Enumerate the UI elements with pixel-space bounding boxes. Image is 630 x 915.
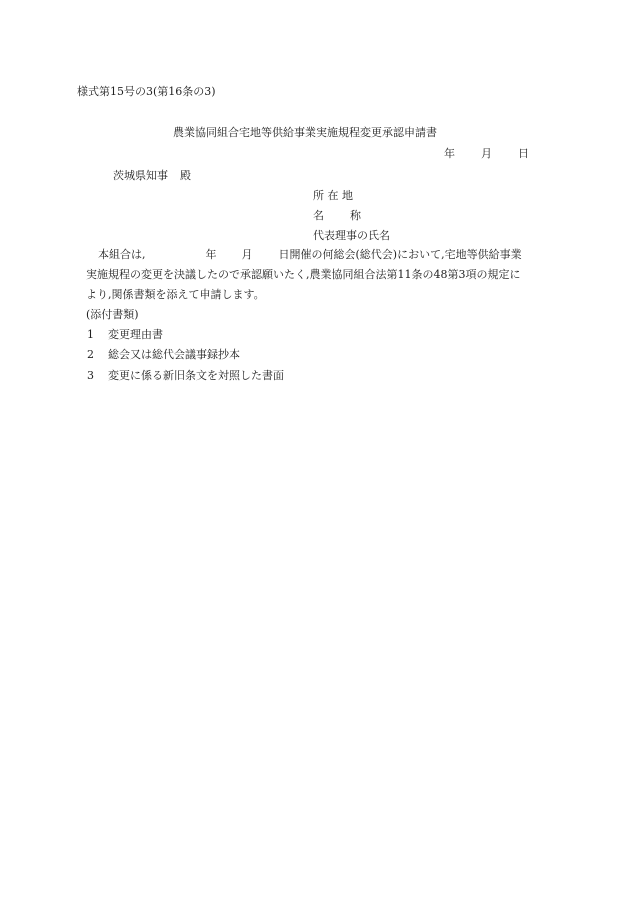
attachment-text: 総会又は総代会議事録抄本 bbox=[108, 348, 240, 361]
attachment-number: 3 bbox=[87, 369, 94, 382]
name-label bbox=[313, 209, 361, 223]
body-line-2: 実施規程の変更を決議したので承認願いたく,農業協同組合法第11条の48第3項の規定に bbox=[86, 268, 521, 281]
document-title: 農業協同組合宅地等供給事業実施規程変更承認申請書 bbox=[173, 126, 437, 139]
body-line-1-month: 月 bbox=[241, 248, 253, 261]
body-line-1-start: 本組合は, bbox=[98, 248, 146, 261]
attachment-text: 変更に係る新旧条文を対照した書面 bbox=[108, 369, 284, 382]
date-year: 年 bbox=[444, 147, 455, 160]
attachment-number: 2 bbox=[87, 348, 94, 361]
attachments-heading: (添付書類) bbox=[86, 308, 139, 321]
attachment-item bbox=[87, 328, 163, 342]
addressee-name: 茨城県知事 bbox=[113, 169, 168, 182]
addressee bbox=[113, 169, 191, 183]
attachment-item bbox=[87, 369, 284, 383]
body-line-3: より,関係書類を添えて申請します。 bbox=[86, 288, 265, 301]
address-label: 所 在 地 bbox=[313, 189, 353, 202]
date-month: 月 bbox=[481, 147, 492, 160]
date-day: 日 bbox=[518, 147, 529, 160]
name-label-1: 名 bbox=[313, 209, 324, 222]
name-label-2: 称 bbox=[350, 209, 361, 222]
form-number: 様式第15号の3(第16条の3) bbox=[77, 85, 216, 98]
attachment-number: 1 bbox=[87, 328, 94, 341]
body-line-1-year: 年 bbox=[205, 248, 217, 261]
date-line bbox=[444, 147, 529, 161]
attachment-text: 変更理由書 bbox=[108, 328, 163, 341]
body-line-1-end: 日開催の何総会(総代会)において,宅地等供給事業 bbox=[278, 248, 522, 261]
addressee-honorific: 殿 bbox=[180, 169, 191, 182]
attachment-item bbox=[87, 348, 240, 362]
body-line-1 bbox=[98, 248, 522, 262]
representative-label: 代表理事の氏名 bbox=[313, 229, 390, 242]
